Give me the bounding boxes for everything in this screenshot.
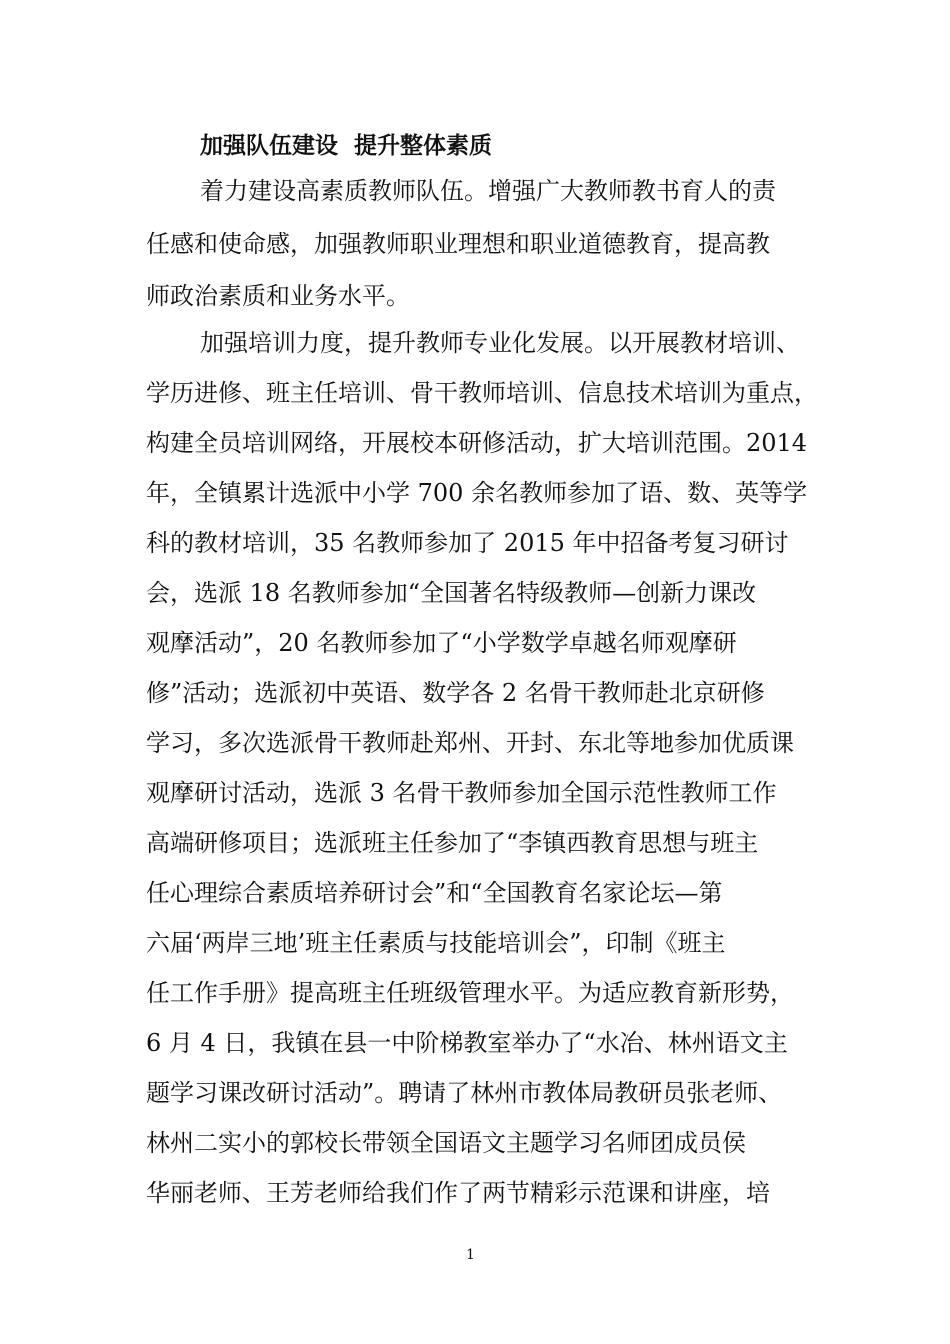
paragraph-2-line-12: 任心理综合素质培养研讨会”和“全国教育名家论坛—第	[146, 879, 723, 907]
paragraph-1-line-3: 师政治素质和业务水平。	[146, 282, 410, 310]
paragraph-2-line-10: 观摩研讨活动，选派 3 名骨干教师参加全国示范性教师工作	[146, 779, 777, 807]
paragraph-2-line-4: 年，全镇累计选派中小学 700 余名教师参加了语、数、英等学	[146, 479, 808, 507]
paragraph-2-line-18: 华丽老师、王芳老师给我们作了两节精彩示范课和讲座，培	[146, 1179, 770, 1207]
paragraph-2-line-2: 学历进修、班主任培训、骨干教师培训、信息技术培训为重点，	[146, 379, 818, 407]
page-number: 1	[466, 1247, 475, 1263]
paragraph-2-line-1: 加强培训力度，提升教师专业化发展。以开展教材培训、	[200, 329, 800, 357]
paragraph-2-line-9: 学习，多次选派骨干教师赴郑州、开封、东北等地参加优质课	[146, 729, 794, 757]
paragraph-2-line-14: 任工作手册》提高班主任班级管理水平。为适应教育新形势，	[146, 979, 794, 1007]
paragraph-2-line-11: 高端研修项目；选派班主任参加了“李镇西教育思想与班主	[146, 829, 759, 857]
paragraph-2-line-16: 题学习课改研讨活动”。聘请了林州市教体局教研员张老师、	[146, 1079, 783, 1107]
paragraph-2-line-3: 构建全员培训网络，开展校本研修活动，扩大培训范围。2014	[146, 429, 808, 457]
paragraph-2-line-5: 科的教材培训，35 名教师参加了 2015 年中招备考复习研讨	[146, 529, 789, 557]
paragraph-2-line-15: 6 月 4 日，我镇在县一中阶梯教室举办了“水冶、林州语文主	[146, 1029, 788, 1057]
section-heading: 加强队伍建设 提升整体素质	[200, 133, 493, 159]
paragraph-2-line-17: 林州二实小的郭校长带领全国语文主题学习名师团成员侯	[146, 1129, 746, 1157]
paragraph-1-line-1: 着力建设高素质教师队伍。增强广大教师教书育人的责	[200, 177, 776, 205]
paragraph-2-line-6: 会，选派 18 名教师参加“全国著名特级教师—创新力课改	[146, 579, 757, 607]
paragraph-2-line-7: 观摩活动”，20 名教师参加了“小学数学卓越名师观摩研	[146, 629, 737, 657]
paragraph-2-line-8: 修”活动；选派初中英语、数学各 2 名骨干教师赴北京研修	[146, 679, 765, 707]
paragraph-1-line-2: 任感和使命感，加强教师职业理想和职业道德教育，提高教	[146, 230, 770, 258]
paragraph-2-line-13: 六届‘两岸三地’班主任素质与技能培训会”，印制《班主	[146, 929, 726, 957]
